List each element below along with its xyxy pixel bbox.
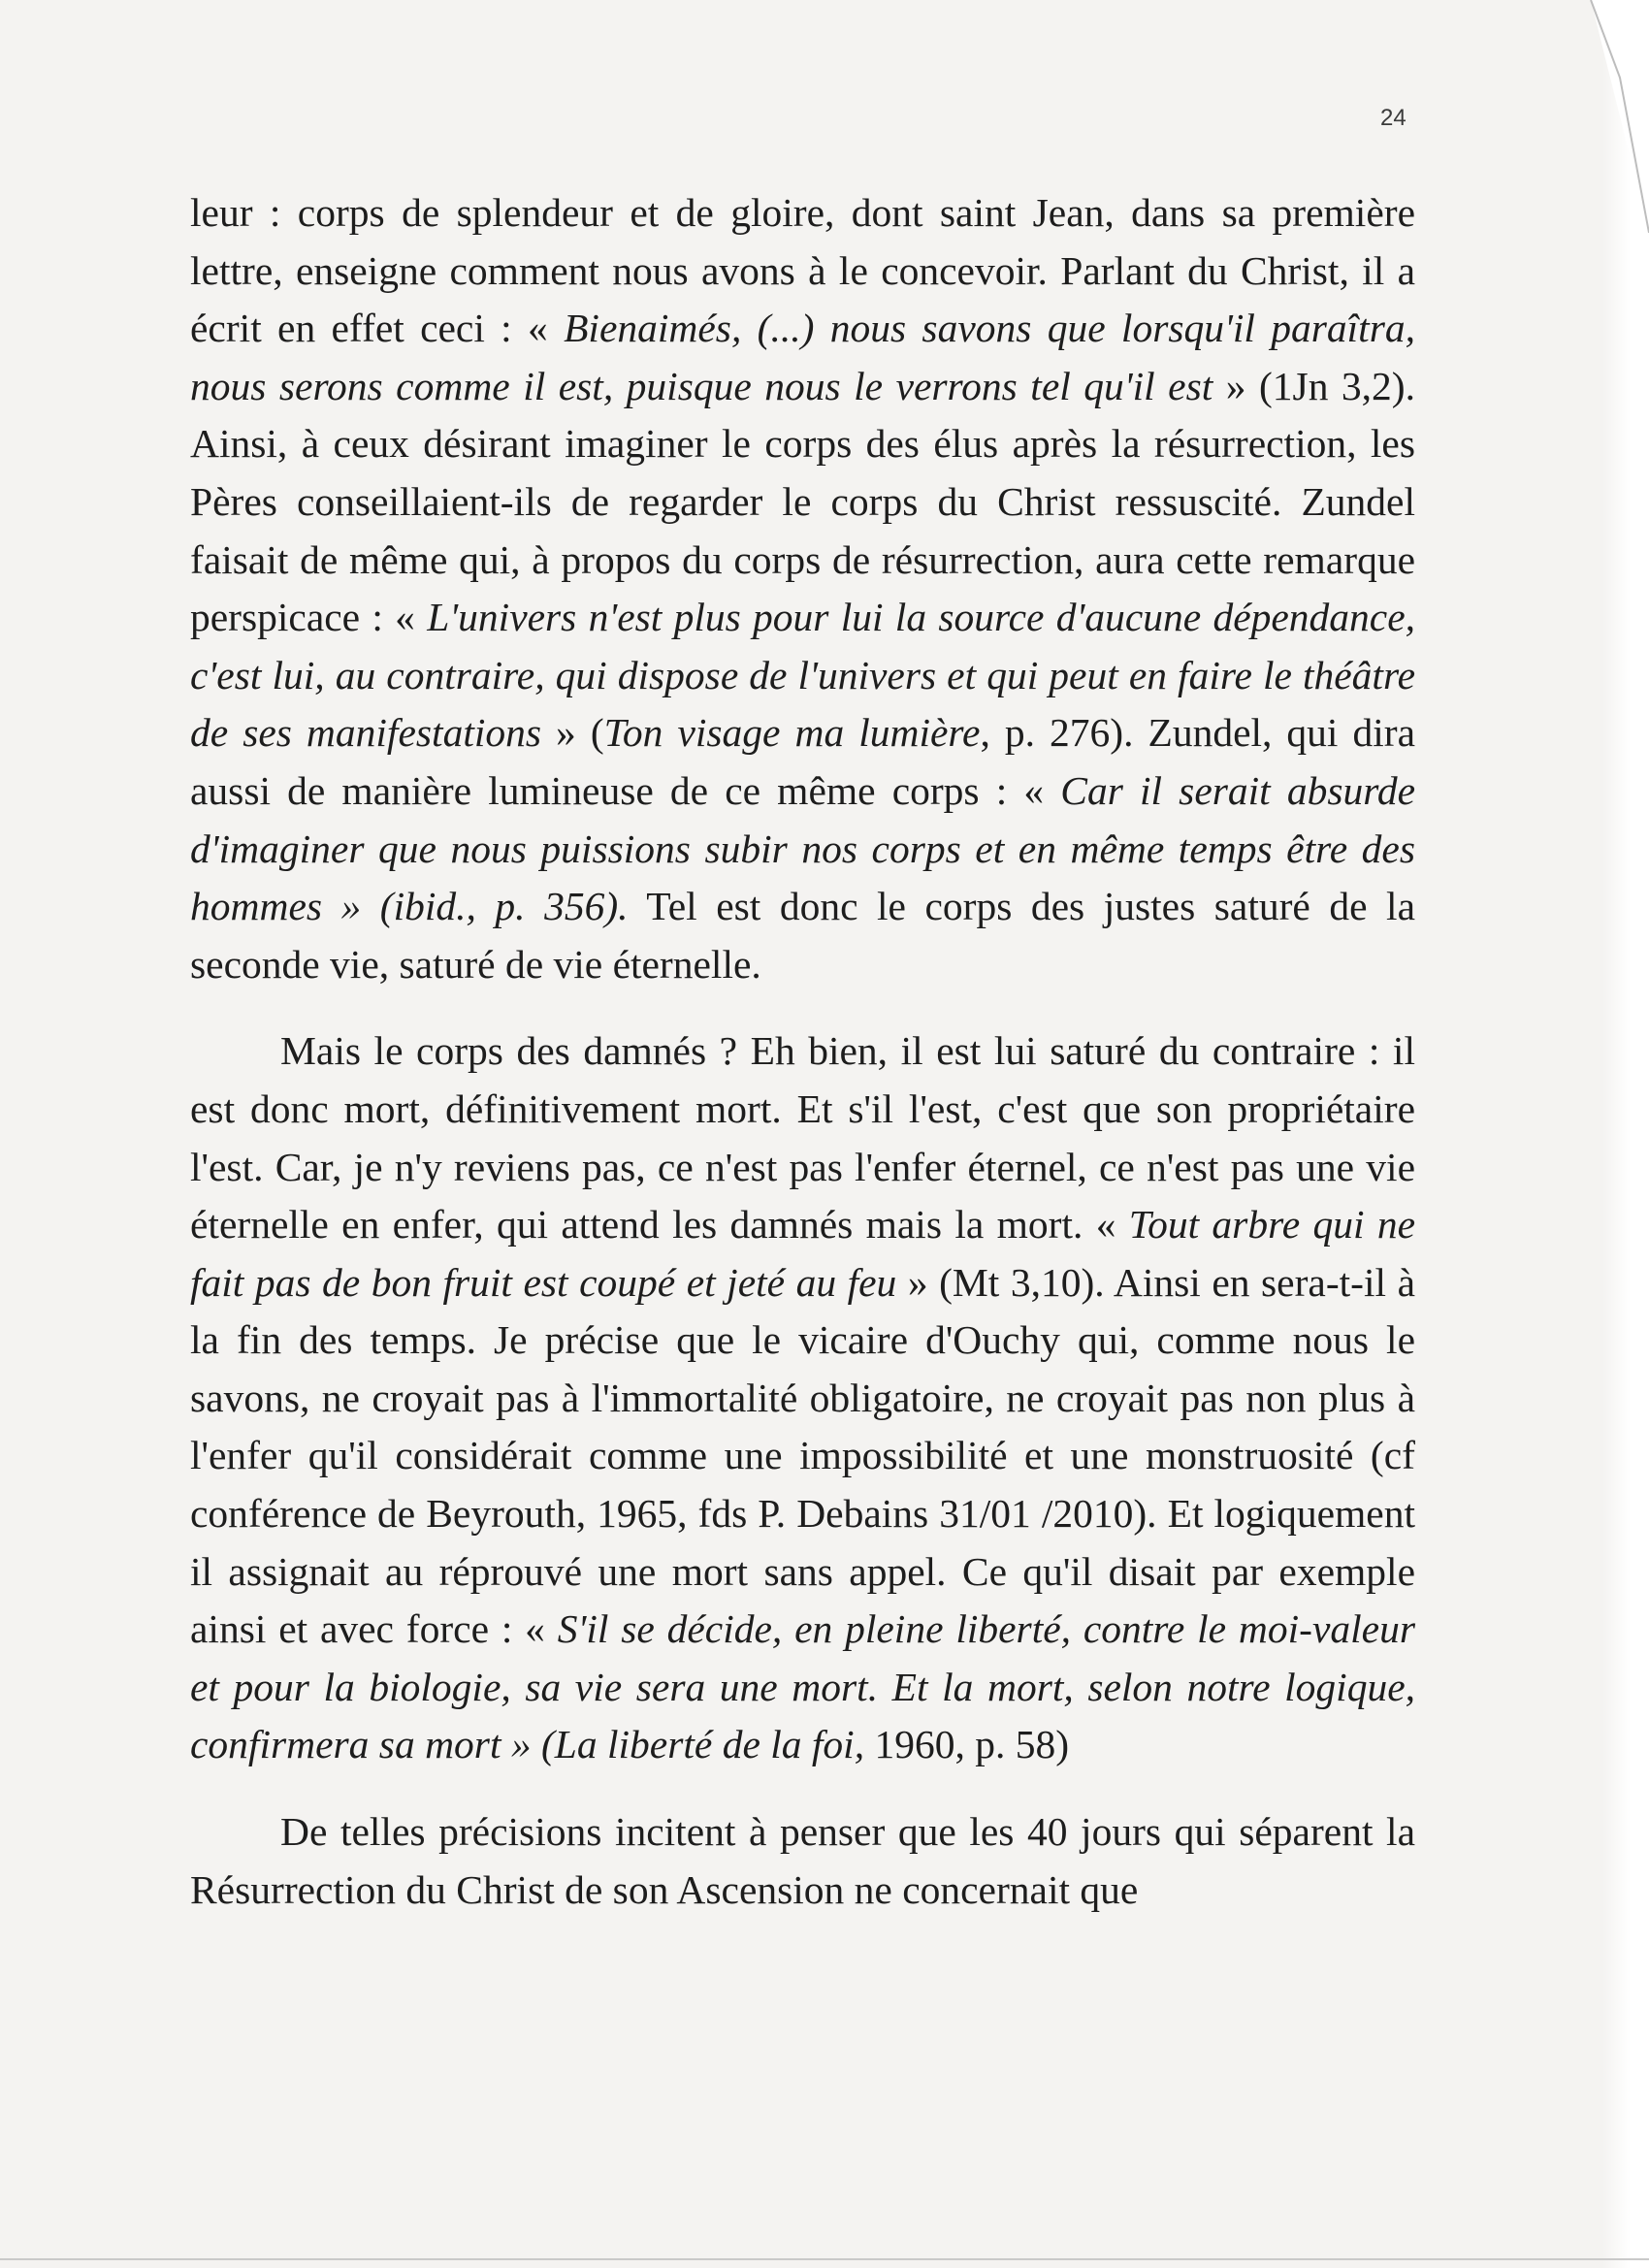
paragraph-1: [190, 184, 1415, 993]
quote-liberte: S'il se décide, en pleine liberté, contre le moi-valeur et pour la biologie, sa vie sera une mort. Et la mort, selon notre logique, confirmera sa mort » (La liberté de la foi,: [190, 1606, 1415, 1767]
page-number: 24: [1380, 105, 1406, 131]
page-fold: [1455, 0, 1649, 252]
paragraph-1-text: Tel est donc le corps des justes saturé de la seconde vie, saturé de vie éternelle.: [190, 884, 1415, 987]
paragraph-2-text: Mais le corps des damnés ? Eh bien, il est lui saturé du contraire : il est donc mort, définitivement mort. Et s'il l'est, c'est que son propriétaire l'est. Car, je n'y reviens pas, ce n'est pas l'enfer éternel, ce n'est pas une vie éternelle en enfer, qui attend les damnés mais la mort. «: [190, 1028, 1415, 1247]
paragraph-1-text: leur : corps de splendeur et de gloire, dont saint Jean, dans sa première lettre, enseigne comment nous avons à le concevoir. Parlant du Christ, il a écrit en effet ceci : «: [190, 190, 1415, 351]
quote-absurde: Car il serait absurde d'imaginer que nous puissions subir nos corps et en même temps être des hommes » (ibid., p. 356).: [190, 767, 1416, 929]
paragraph-1-text: , p. 276). Zundel, qui dira aussi de manière lumineuse de ce même corps : «: [190, 710, 1415, 813]
paragraph-1-text: » (1Jn 3,2). Ainsi, à ceux désirant imaginer le corps des élus après la résurrection, les Pères conseillaient-ils de regarder le corps du Christ ressuscité. Zundel faisait de même qui, à propos du corps de résurrection, aura cette remarque perspicace : «: [190, 363, 1415, 640]
paragraph-3: [190, 1803, 1415, 1919]
quote-mt: Tout arbre qui ne fait pas de bon fruit est coupé et jeté au feu: [190, 1202, 1415, 1305]
scan-bottom-edge: [0, 2258, 1649, 2260]
paragraph-2-text: » (Mt 3,10). Ainsi en sera-t-il à la fin des temps. Je précise que le vicaire d'Ouchy qui, comme nous le savons, ne croyait pas à l'immortalité obligatoire, ne croyait pas non plus à l'enfer qu'il considérait comme une impossibilité et une monstruosité (cf conférence de Beyrouth, 1965, fds P. Debains 31/01 /2010). Et logiquement il assignait au réprouvé une mort sans appel. Ce qu'il disait par exemple ainsi et avec force : «: [190, 1259, 1415, 1652]
scan-edge: [1602, 0, 1649, 2268]
quote-1jn: Bienaimés, (...) nous savons que lorsqu'il paraîtra, nous serons comme il est, puisque nous le verrons tel qu'il est: [190, 306, 1415, 408]
book-title: Ton visage ma lumière: [603, 710, 981, 756]
paragraph-1-text: » (: [541, 710, 604, 756]
paragraph-2-text: 1960, p. 58): [864, 1722, 1070, 1767]
document-body: [190, 184, 1415, 1919]
paragraph-2: [190, 1022, 1415, 1774]
paragraph-3-text: De telles précisions incitent à penser que les 40 jours qui séparent la Résurrection du Christ de son Ascension ne concernait que: [190, 1809, 1415, 1912]
quote-univers: L'univers n'est plus pour lui la source d'aucune dépendance, c'est lui, au contraire, qui dispose de l'univers et qui peut en faire le théâtre de ses manifestations: [190, 595, 1416, 756]
